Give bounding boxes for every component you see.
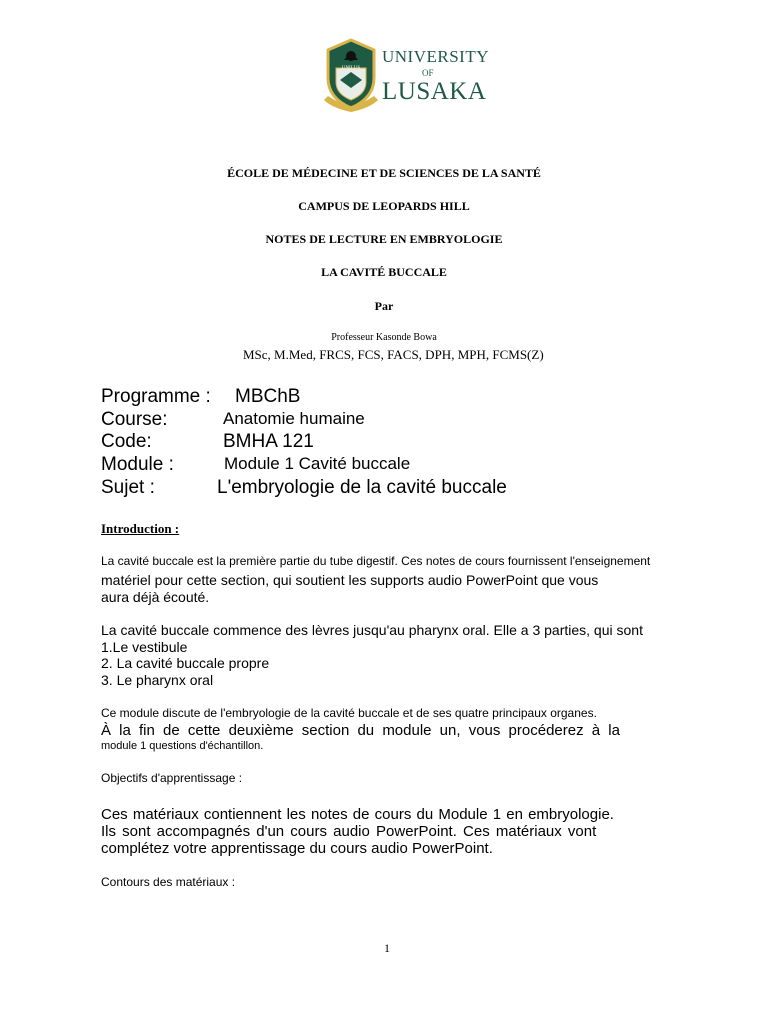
meta-label: Sujet : bbox=[101, 477, 155, 498]
author-credentials: MSc, M.Med, FRCS, FCS, FACS, DPH, MPH, FCMS(Z) bbox=[243, 347, 544, 362]
paragraph-2-line-1: La cavité buccale commence des lèvres jusqu'au pharynx oral. Elle a 3 parties, qui sont bbox=[101, 622, 643, 638]
meta-value: L'embryologie de la cavité buccale bbox=[217, 477, 507, 498]
author-name: Professeur Kasonde Bowa bbox=[331, 332, 437, 343]
meta-value: MBChB bbox=[235, 386, 301, 407]
logo-line-3: LUSAKA bbox=[382, 78, 487, 105]
meta-label: Programme : bbox=[101, 386, 211, 407]
logo-line-1: UNIVERSITY bbox=[382, 47, 489, 66]
paragraph-3-line-2: À la fin de cette deuxième section du module un, vous procéderez à la bbox=[101, 722, 620, 739]
paragraph-1-line-3: aura déjà écouté. bbox=[101, 589, 210, 605]
list-item: 3. Le pharynx oral bbox=[101, 672, 214, 688]
list-item: 1.Le vestibule bbox=[101, 639, 188, 655]
university-shield-icon bbox=[322, 38, 380, 114]
objectives-label: Objectifs d'apprentissage : bbox=[101, 771, 243, 785]
school-name: ÉCOLE DE MÉDECINE ET DE SCIENCES DE LA SANTÉ bbox=[227, 166, 541, 180]
topic-title: LA CAVITÉ BUCCALE bbox=[321, 265, 447, 279]
paragraph-3-line-1: Ce module discute de l'embryologie de la cavité buccale et de ses quatre principaux organes. bbox=[101, 706, 597, 720]
meta-value: Module 1 Cavité buccale bbox=[224, 454, 411, 473]
logo-line-2: OF bbox=[422, 68, 434, 78]
introduction-heading: Introduction : bbox=[101, 521, 180, 536]
paragraph-1-line-2: matériel pour cette section, qui soutient les supports audio PowerPoint que vous bbox=[101, 572, 599, 588]
contours-label: Contours des matériaux : bbox=[101, 875, 236, 889]
paragraph-4-line-2: Ils sont accompagnés d'un cours audio PowerPoint. Ces matériaux vont bbox=[101, 823, 597, 840]
paragraph-4-line-3: complétez votre apprentissage du cours audio PowerPoint. bbox=[101, 840, 493, 857]
page-number: 1 bbox=[384, 941, 390, 955]
meta-label: Code: bbox=[101, 431, 152, 452]
university-logo bbox=[322, 38, 492, 116]
notes-title: NOTES DE LECTURE EN EMBRYOLOGIE bbox=[265, 232, 503, 246]
meta-value: Anatomie humaine bbox=[223, 409, 365, 428]
shield-text: UNILUS bbox=[341, 66, 361, 71]
meta-label: Course: bbox=[101, 409, 168, 430]
meta-value: BMHA 121 bbox=[223, 431, 314, 452]
list-item: 2. La cavité buccale propre bbox=[101, 655, 270, 671]
by-label: Par bbox=[374, 299, 394, 313]
paragraph-4-line-1: Ces matériaux contiennent les notes de cours du Module 1 en embryologie. bbox=[101, 806, 614, 823]
campus-name: CAMPUS DE LEOPARDS HILL bbox=[298, 199, 470, 213]
paragraph-3-line-3: module 1 questions d'échantillon. bbox=[101, 740, 264, 752]
paragraph-1-line-1: La cavité buccale est la première partie du tube digestif. Ces notes de cours fournissent l'enseignement bbox=[101, 554, 651, 568]
meta-label: Module : bbox=[101, 454, 174, 475]
